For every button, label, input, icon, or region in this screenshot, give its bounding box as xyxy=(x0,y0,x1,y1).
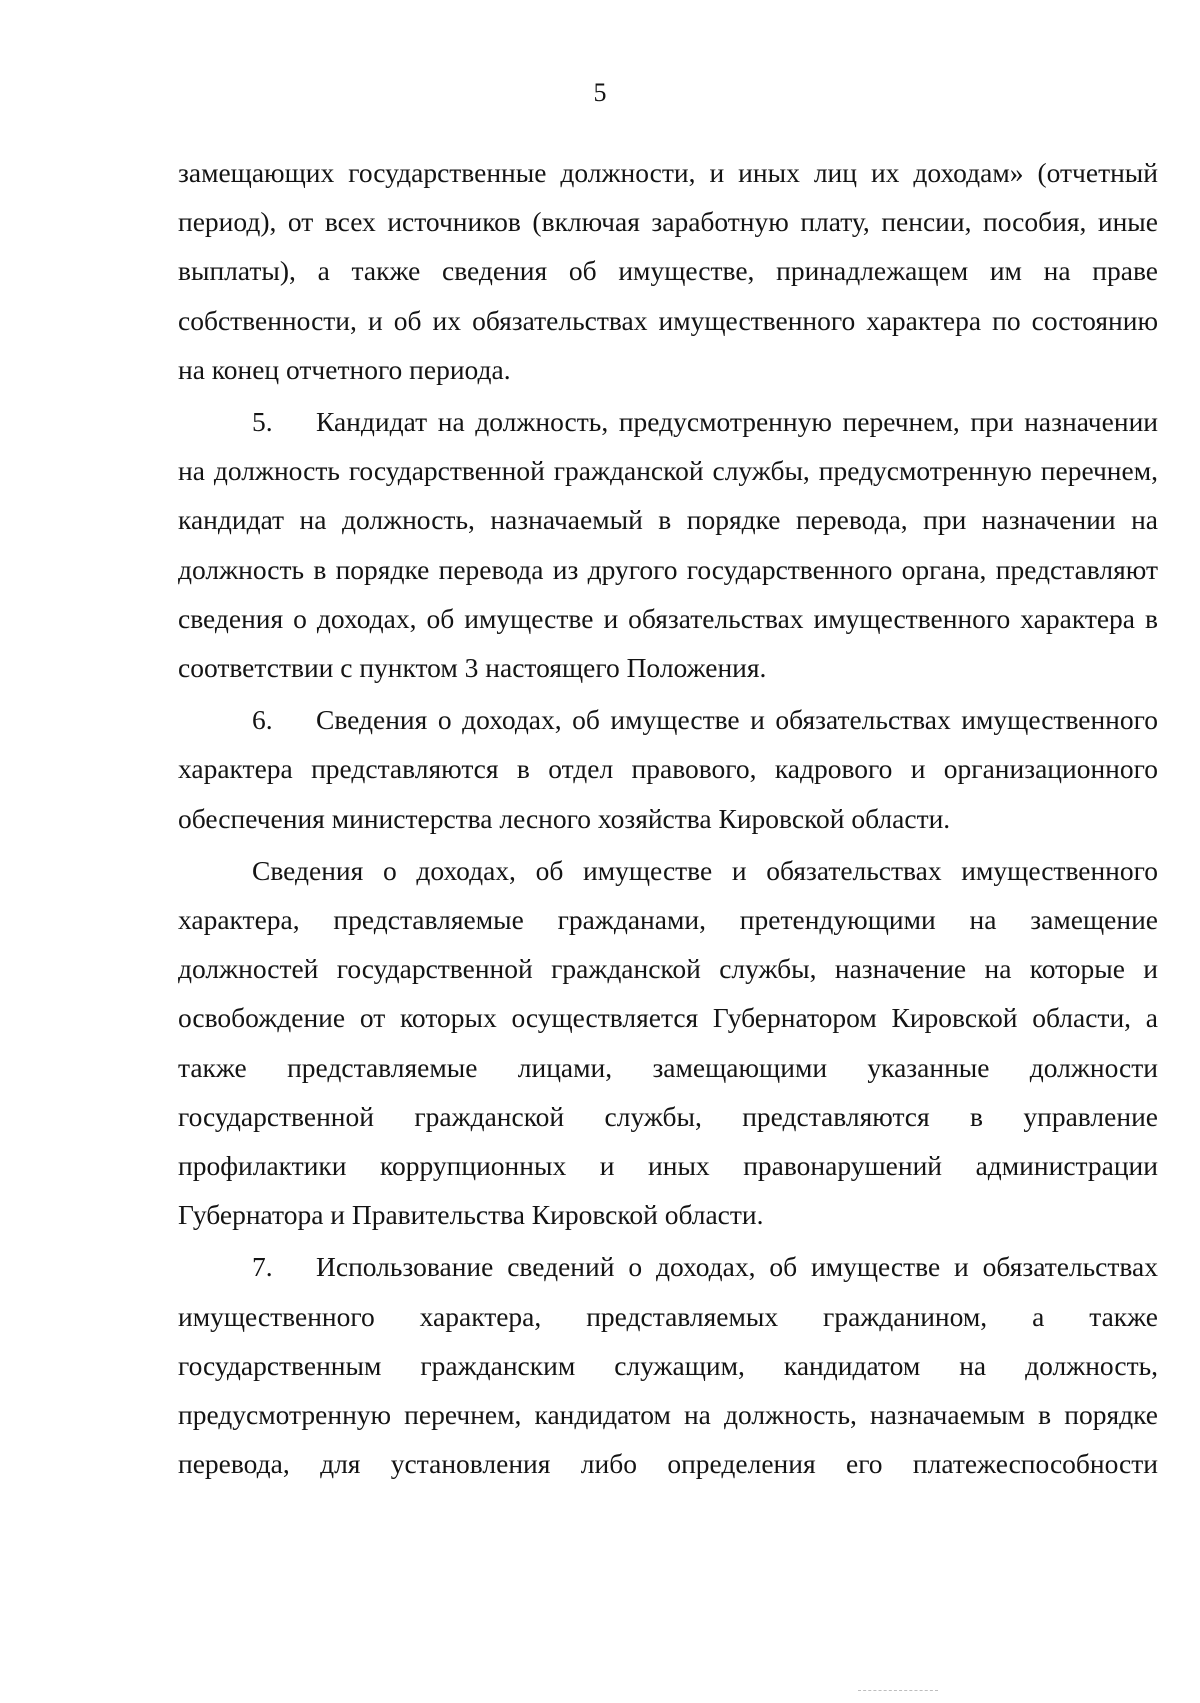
paragraph-continuation: замещающих государственные должности, и иных лиц их доходам» (отчетный период), от всех источников (включая заработную плату, пенсии, пособия, иные выплаты), а также сведения об имуществе, принадлежащем им на праве собственности, и об их обязательствах имущественного характера по состоянию на конец отчетного периода. xyxy=(178,157,1158,385)
item-text: Кандидат на должность, предусмотренную перечнем, при назначении на должность государственной гражданской службы, предусмотренную перечнем, кандидат на должность, назначаемый в порядке перевода, при назначении на должность в порядке перевода из другого государственного органа, представляют сведения о доходах, об имуществе и обязательствах имущественного характера в соответствии с пунктом 3 настоящего Положения. xyxy=(178,406,1158,684)
item-text: Сведения о доходах, об имуществе и обязательствах имущественного характера представляются в отдел правового, кадрового и организационного обеспечения министерства лесного хозяйства Кировской области. xyxy=(178,704,1158,834)
page-number: 5 xyxy=(593,78,607,107)
scan-artifact-line xyxy=(858,1690,938,1693)
paragraph-item-6 xyxy=(178,695,1158,843)
paragraph-item-6-second: Сведения о доходах, об имуществе и обязательствах имущественного характера, представляемые гражданами, претендующими на замещение должностей государственной гражданской службы, назначение на которые и освобождение от которых осуществляется Губернатором Кировской области, а также представляемые лицами, замещающими указанные должности государственной гражданской службы, представляются в управление профилактики коррупционных и иных правонарушений администрации Губернатора и Правительства Кировской области. xyxy=(178,854,1158,1231)
item-number: 7. xyxy=(252,1251,273,1283)
paragraph-item-5 xyxy=(178,397,1158,692)
item-text: Использование сведений о доходах, об имуществе и обязательствах имущественного характера, представляемых гражданином, а также государственным гражданским служащим, кандидатом на должность, предусмотренную перечнем, кандидатом на должность, назначаемым в порядке перевода, для установления либо определения его платежеспособности xyxy=(178,1251,1158,1480)
item-number: 6. xyxy=(252,704,273,736)
document-body xyxy=(178,148,1158,1488)
item-number: 5. xyxy=(252,406,273,438)
paragraph-item-7 xyxy=(178,1242,1158,1488)
